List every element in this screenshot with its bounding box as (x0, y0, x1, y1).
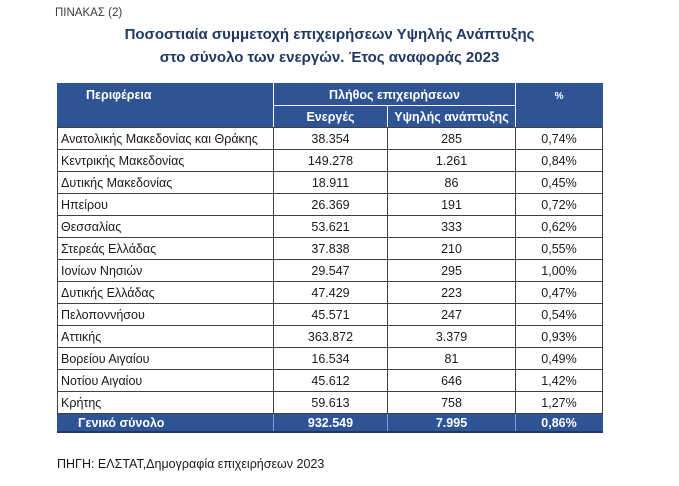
percentage-cell: 0,74% (516, 128, 603, 150)
table-footer (58, 414, 603, 433)
high-growth-count-cell: 223 (388, 282, 516, 304)
table-row (58, 392, 603, 414)
percentage-cell: 0,49% (516, 348, 603, 370)
total-row (58, 414, 603, 433)
table-number-label: ΠΙΝΑΚΑΣ (2) (55, 7, 123, 19)
table-row (58, 150, 603, 172)
header-active: Ενεργές (274, 106, 388, 128)
active-count-cell: 149.278 (274, 150, 388, 172)
active-count-cell: 47.429 (274, 282, 388, 304)
active-count-cell: 363.872 (274, 326, 388, 348)
table-body (58, 128, 603, 414)
high-growth-count-cell: 210 (388, 238, 516, 260)
high-growth-count-cell: 295 (388, 260, 516, 282)
percentage-cell: 0,72% (516, 194, 603, 216)
table-row (58, 326, 603, 348)
total-high-growth-cell: 7.995 (388, 414, 516, 433)
total-label-cell: Γενικό σύνολο (58, 414, 274, 433)
region-cell: Κρήτης (58, 392, 274, 414)
region-cell: Θεσσαλίας (58, 216, 274, 238)
percentage-cell: 1,27% (516, 392, 603, 414)
active-count-cell: 29.547 (274, 260, 388, 282)
percentage-cell: 0,47% (516, 282, 603, 304)
source-note: ΠΗΓΗ: ΕΛΣΤΑΤ,Δημογραφία επιχειρήσεων 2023 (57, 457, 325, 471)
region-cell: Ηπείρου (58, 194, 274, 216)
header-percentage: % (516, 84, 603, 128)
table-row (58, 216, 603, 238)
table-row (58, 128, 603, 150)
table-row (58, 238, 603, 260)
table-row (58, 304, 603, 326)
high-growth-count-cell: 758 (388, 392, 516, 414)
header-high-growth: Υψηλής ανάπτυξης (388, 106, 516, 128)
header-region: Περιφέρεια (58, 84, 274, 128)
table-header (58, 84, 603, 128)
active-count-cell: 26.369 (274, 194, 388, 216)
table-title-line1: Ποσοστιαία συμμετοχή επιχειρήσεων Υψηλής Ανάπτυξης (124, 26, 535, 43)
regions-high-growth-table (57, 83, 603, 433)
percentage-cell: 0,55% (516, 238, 603, 260)
active-count-cell: 45.612 (274, 370, 388, 392)
region-cell: Κεντρικής Μακεδονίας (58, 150, 274, 172)
percentage-cell: 0,62% (516, 216, 603, 238)
high-growth-count-cell: 646 (388, 370, 516, 392)
table-title-line2: στο σύνολο των ενεργών. Έτος αναφοράς 2023 (159, 49, 500, 66)
high-growth-count-cell: 86 (388, 172, 516, 194)
high-growth-count-cell: 333 (388, 216, 516, 238)
high-growth-count-cell: 247 (388, 304, 516, 326)
total-active-cell: 932.549 (274, 414, 388, 433)
region-cell: Δυτικής Ελλάδας (58, 282, 274, 304)
percentage-cell: 0,84% (516, 150, 603, 172)
table-row (58, 260, 603, 282)
total-percentage-cell: 0,86% (516, 414, 603, 433)
high-growth-count-cell: 285 (388, 128, 516, 150)
percentage-cell: 1,42% (516, 370, 603, 392)
region-cell: Ανατολικής Μακεδονίας και Θράκης (58, 128, 274, 150)
high-growth-count-cell: 1.261 (388, 150, 516, 172)
high-growth-count-cell: 81 (388, 348, 516, 370)
region-cell: Δυτικής Μακεδονίας (58, 172, 274, 194)
percentage-cell: 0,45% (516, 172, 603, 194)
region-cell: Ιονίων Νησιών (58, 260, 274, 282)
region-cell: Βορείου Αιγαίου (58, 348, 274, 370)
table-row (58, 370, 603, 392)
active-count-cell: 16.534 (274, 348, 388, 370)
region-cell: Αττικής (58, 326, 274, 348)
active-count-cell: 38.354 (274, 128, 388, 150)
active-count-cell: 53.621 (274, 216, 388, 238)
region-cell: Στερεάς Ελλάδας (58, 238, 274, 260)
region-cell: Πελοποννήσου (58, 304, 274, 326)
active-count-cell: 59.613 (274, 392, 388, 414)
high-growth-count-cell: 191 (388, 194, 516, 216)
high-growth-count-cell: 3.379 (388, 326, 516, 348)
active-count-cell: 18.911 (274, 172, 388, 194)
table-row (58, 348, 603, 370)
percentage-cell: 0,93% (516, 326, 603, 348)
active-count-cell: 45.571 (274, 304, 388, 326)
table-title (57, 23, 602, 69)
percentage-cell: 1,00% (516, 260, 603, 282)
percentage-cell: 0,54% (516, 304, 603, 326)
region-cell: Νοτίου Αιγαίου (58, 370, 274, 392)
table-row (58, 194, 603, 216)
table-row (58, 172, 603, 194)
active-count-cell: 37.838 (274, 238, 388, 260)
table-row (58, 282, 603, 304)
header-enterprise-count-group: Πλήθος επιχειρήσεων (274, 84, 516, 106)
